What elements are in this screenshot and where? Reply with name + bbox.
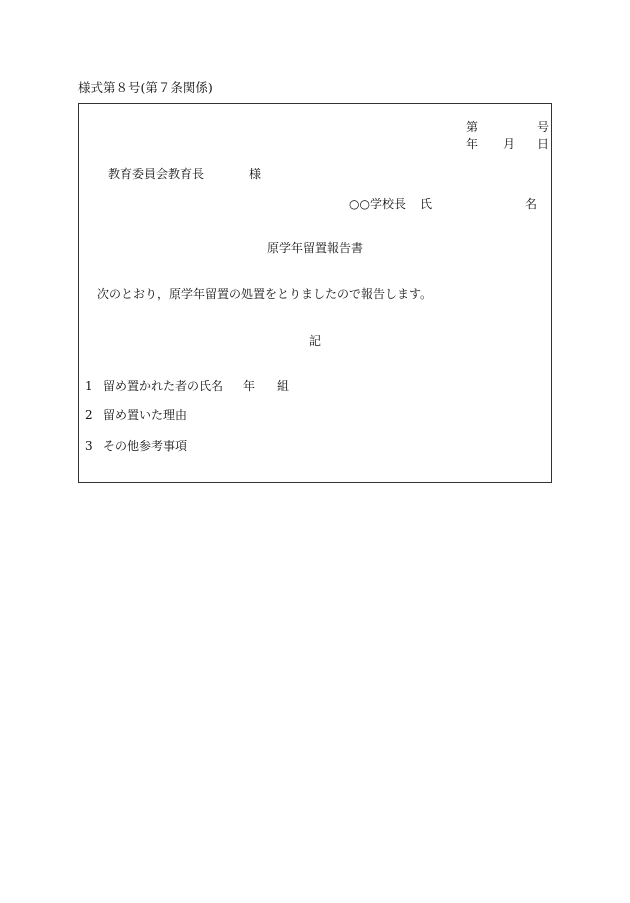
addressee-name: 教育委員会教育長 — [108, 167, 205, 181]
sender-surname-label: 氏 — [420, 197, 433, 211]
item-class-label: 組 — [277, 379, 290, 393]
item-number: 1 — [85, 379, 93, 393]
date-year-label: 年 — [466, 137, 479, 151]
body-text: 次のとおり，原学年留置の処置をとりましたので報告します。 — [97, 287, 433, 301]
sender-name-label: 名 — [525, 197, 538, 211]
ki-marker: 記 — [308, 334, 321, 348]
item-number: 3 — [85, 439, 93, 453]
document-number-suffix: 号 — [537, 120, 550, 134]
item-label: 留め置いた理由 — [103, 408, 188, 422]
addressee-honorific: 様 — [249, 167, 262, 181]
document-title: 原学年留置報告書 — [266, 241, 363, 255]
date-month-label: 月 — [503, 137, 516, 151]
item-grade-label: 年 — [243, 379, 256, 393]
date-day-label: 日 — [537, 137, 550, 151]
document-number-prefix: 第 — [466, 120, 479, 134]
item-number: 2 — [85, 408, 93, 422]
item-label: その他参考事項 — [103, 439, 188, 453]
item-label: 留め置かれた者の氏名 — [103, 379, 224, 393]
form-number: 様式第８号(第７条関係) — [78, 80, 213, 95]
sender-title: ○○学校長 — [349, 197, 406, 211]
report-form-frame — [78, 103, 552, 483]
